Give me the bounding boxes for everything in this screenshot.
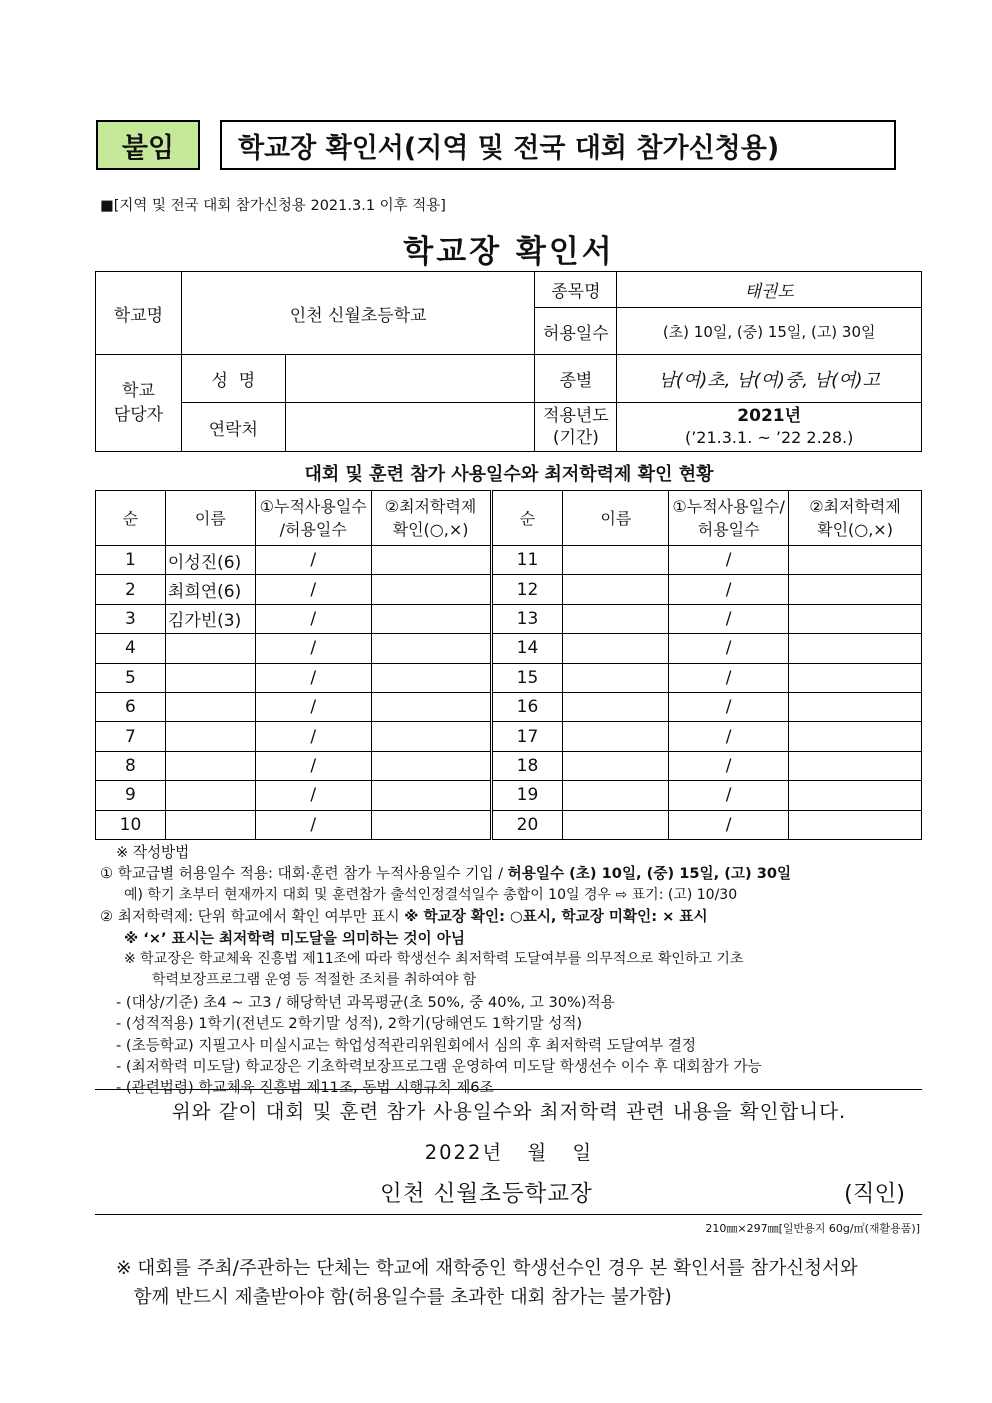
min-academic-check-cell[interactable] xyxy=(371,604,491,633)
days-used-cell[interactable]: / xyxy=(669,692,789,721)
min-academic-check-cell[interactable] xyxy=(789,722,922,751)
student-name[interactable] xyxy=(563,604,669,633)
allowed-days-value: (초) 10일, (중) 15일, (고) 30일 xyxy=(617,308,922,355)
min-academic-check-cell[interactable] xyxy=(789,546,922,575)
note-1-example: 예) 학기 초부터 현재까지 대회 및 훈련참가 출석인정결석일수 총합이 10일 경우 ⇨ 표기: (고) 10/30 xyxy=(124,886,738,903)
min-academic-check-cell[interactable] xyxy=(371,781,491,810)
contact-label: 연락처 xyxy=(181,403,285,452)
col-header-days-right: ①누적사용일수/ 허용일수 xyxy=(669,491,789,546)
table-row xyxy=(96,546,922,575)
table-row xyxy=(96,751,922,780)
student-name[interactable] xyxy=(165,751,255,780)
principal-name: 인천 신월초등학교장 xyxy=(380,1181,593,1207)
min-academic-check-cell[interactable] xyxy=(371,546,491,575)
row-number: 14 xyxy=(491,634,563,663)
row-number: 19 xyxy=(491,781,563,810)
min-academic-check-cell[interactable] xyxy=(371,663,491,692)
days-used-cell[interactable]: / xyxy=(255,781,371,810)
confirmation-statement: 위와 같이 대회 및 훈련 참가 사용일수와 최저학력 관련 내용을 확인합니다. xyxy=(171,1100,847,1123)
official-seal-label: (직인) xyxy=(844,1181,906,1207)
table-row xyxy=(96,663,922,692)
table-row xyxy=(96,692,922,721)
col-header-no-left: 순 xyxy=(96,491,166,546)
student-name[interactable] xyxy=(165,722,255,751)
table-row xyxy=(96,575,922,604)
divider xyxy=(95,1214,922,1215)
col-header-check-left: ②최저학력제 확인(○,×) xyxy=(371,491,491,546)
year-value: 2021년 xyxy=(737,406,802,426)
year-cell xyxy=(617,403,922,452)
row-number: 10 xyxy=(96,810,166,839)
table-row xyxy=(96,604,922,633)
student-name[interactable]: 이성진(6) xyxy=(165,546,255,575)
col-header-days-left: ①누적사용일수 /허용일수 xyxy=(255,491,371,546)
row-number: 3 xyxy=(96,604,166,633)
min-academic-check-cell[interactable] xyxy=(371,810,491,839)
note-2-x-meaning: ※ ‘×’ 표시는 최저학력 미도달을 의미하는 것이 아님 xyxy=(124,929,465,947)
row-number: 8 xyxy=(96,751,166,780)
note-2-principal-1: ※ 학교장은 학교체육 진흥법 제11조에 따라 학생선수 최저학력 도달여부를 의무적으로 확인하고 기초 xyxy=(124,951,744,968)
days-used-cell[interactable]: / xyxy=(255,722,371,751)
student-name[interactable] xyxy=(563,575,669,604)
row-number: 18 xyxy=(491,751,563,780)
table-row xyxy=(96,634,922,663)
note-1: ① 학교급별 허용일수 적용: 대회·훈련 참가 누적사용일수 기입 / 허용일수 (초) 10일, (중) 15일, (고) 30일 xyxy=(100,865,792,883)
min-academic-check-cell[interactable] xyxy=(789,751,922,780)
days-used-cell[interactable]: / xyxy=(255,634,371,663)
period-value: (’21.3.1. ~ ’22 2.28.) xyxy=(684,428,854,447)
days-used-cell[interactable]: / xyxy=(255,810,371,839)
days-used-cell[interactable]: / xyxy=(669,575,789,604)
min-academic-check-cell[interactable] xyxy=(371,575,491,604)
gender-value: 남(여)초, 남(여)중, 남(여)고 xyxy=(617,355,922,403)
school-name-label: 학교명 xyxy=(96,272,182,355)
row-number: 16 xyxy=(491,692,563,721)
days-used-cell[interactable]: / xyxy=(255,692,371,721)
min-academic-check-cell[interactable] xyxy=(789,692,922,721)
footnote-line-1: ※ 대회를 주최/주관하는 단체는 학교에 재학중인 학생선수인 경우 본 확인서를 참가신청서와 xyxy=(116,1258,858,1279)
student-name[interactable] xyxy=(165,781,255,810)
row-number: 9 xyxy=(96,781,166,810)
row-number: 20 xyxy=(491,810,563,839)
detail-4: - (최저학력 미도달) 학교장은 기초학력보장프로그램 운영하여 미도달 학생선수 이수 후 대회참가 가능 xyxy=(116,1058,762,1076)
notes-heading: ※ 작성방법 xyxy=(116,844,190,861)
min-academic-check-cell[interactable] xyxy=(371,722,491,751)
footnote-line-2: 함께 반드시 제출받아야 함(허용일수를 초과한 대회 참가는 불가함) xyxy=(116,1287,672,1308)
row-number: 15 xyxy=(491,663,563,692)
school-info-table xyxy=(95,271,922,452)
min-academic-check-cell[interactable] xyxy=(371,751,491,780)
row-number: 7 xyxy=(96,722,166,751)
detail-5: - (관련법령) 학교체육 진흥법 제11조, 동법 시행규칙 제6조 xyxy=(116,1079,494,1097)
col-header-name-left: 이름 xyxy=(165,491,255,546)
col-header-no-right: 순 xyxy=(491,491,563,546)
table-row xyxy=(96,810,922,839)
detail-1: - (대상/기준) 초4 ~ 고3 / 해당학년 과목평균(초 50%, 중 40%, 고 30%)적용 xyxy=(116,993,615,1011)
year-label: 적용년도 (기간) xyxy=(535,403,617,452)
days-used-cell[interactable]: / xyxy=(669,810,789,839)
student-name[interactable]: 김가빈(3) xyxy=(165,604,255,633)
days-used-cell[interactable]: / xyxy=(669,751,789,780)
student-name[interactable]: 최희연(6) xyxy=(165,575,255,604)
allowed-days-label: 허용일수 xyxy=(535,308,617,355)
date-line: 2022년 월 일 xyxy=(424,1141,594,1164)
days-used-cell[interactable]: / xyxy=(669,663,789,692)
student-name[interactable] xyxy=(165,692,255,721)
form-title: 학교장 확인서(지역 및 전국 대회 참가신청용) xyxy=(220,120,896,170)
row-number: 2 xyxy=(96,575,166,604)
row-number: 13 xyxy=(491,604,563,633)
note-2-principal-2: 학력보장프로그램 운영 등 적절한 조치를 취하여야 함 xyxy=(152,972,477,989)
event-label: 종목명 xyxy=(535,272,617,308)
table-row xyxy=(96,722,922,751)
min-academic-check-cell[interactable] xyxy=(371,634,491,663)
row-number: 12 xyxy=(491,575,563,604)
min-academic-check-cell[interactable] xyxy=(371,692,491,721)
school-name-value: 인천 신월초등학교 xyxy=(181,272,535,355)
event-value: 태권도 xyxy=(617,272,922,308)
days-used-cell[interactable]: / xyxy=(255,751,371,780)
col-header-name-right: 이름 xyxy=(563,491,669,546)
roster-title: 대회 및 훈련 참가 사용일수와 최저학력제 확인 현황 xyxy=(304,464,714,485)
row-number: 4 xyxy=(96,634,166,663)
min-academic-check-cell[interactable] xyxy=(789,663,922,692)
table-row xyxy=(96,781,922,810)
student-name[interactable] xyxy=(563,663,669,692)
col-header-check-right: ②최저학력제 확인(○,×) xyxy=(789,491,922,546)
note-2: ② 최저학력제: 단위 학교에서 확인 여부만 표시 ※ 학교장 확인: ○표시, 학교장 미확인: × 표시 xyxy=(100,908,708,926)
student-name[interactable] xyxy=(165,810,255,839)
row-number: 5 xyxy=(96,663,166,692)
manager-label: 학교 담당자 xyxy=(96,355,182,452)
student-name[interactable] xyxy=(563,751,669,780)
row-number: 11 xyxy=(491,546,563,575)
row-number: 1 xyxy=(96,546,166,575)
student-name[interactable] xyxy=(563,781,669,810)
min-academic-check-cell[interactable] xyxy=(789,634,922,663)
apply-note: ■[지역 및 전국 대회 참가신청용 2021.3.1 이후 적용] xyxy=(100,198,446,214)
days-used-cell[interactable]: / xyxy=(255,604,371,633)
student-name[interactable] xyxy=(563,634,669,663)
days-used-cell[interactable]: / xyxy=(255,575,371,604)
document-title: 학교장 확인서 xyxy=(403,234,615,270)
days-used-cell[interactable]: / xyxy=(669,604,789,633)
days-used-cell[interactable]: / xyxy=(669,722,789,751)
min-academic-check-cell[interactable] xyxy=(789,810,922,839)
footnote xyxy=(116,1254,916,1312)
detail-2: - (성적적용) 1학기(전년도 2학기말 성적), 2학기(당해연도 1학기말 성적) xyxy=(116,1015,583,1033)
days-used-cell[interactable]: / xyxy=(255,663,371,692)
min-academic-check-cell[interactable] xyxy=(789,575,922,604)
min-academic-check-cell[interactable] xyxy=(789,781,922,810)
roster-table xyxy=(95,490,922,840)
days-used-cell[interactable]: / xyxy=(669,634,789,663)
student-name[interactable] xyxy=(563,722,669,751)
student-name[interactable] xyxy=(165,634,255,663)
gender-label: 종별 xyxy=(535,355,617,403)
attachment-tag: 붙임 xyxy=(96,120,200,170)
instructions xyxy=(100,842,925,1099)
contact-value[interactable] xyxy=(285,403,535,452)
row-number: 17 xyxy=(491,722,563,751)
student-name[interactable] xyxy=(165,663,255,692)
days-used-cell[interactable]: / xyxy=(669,781,789,810)
student-name[interactable] xyxy=(563,546,669,575)
divider xyxy=(95,1089,922,1090)
min-academic-check-cell[interactable] xyxy=(789,604,922,633)
row-number: 6 xyxy=(96,692,166,721)
manager-name-label: 성 명 xyxy=(181,355,285,403)
paper-spec: 210㎜×297㎜[일반용지 60g/㎡(재활용품)] xyxy=(705,1222,920,1235)
student-name[interactable] xyxy=(563,810,669,839)
student-name[interactable] xyxy=(563,692,669,721)
detail-3: - (초등학교) 지필고사 미실시교는 학업성적관리위원회에서 심의 후 최저학력 도달여부 결정 xyxy=(116,1036,697,1054)
days-used-cell[interactable]: / xyxy=(255,546,371,575)
manager-name-value[interactable] xyxy=(285,355,535,403)
days-used-cell[interactable]: / xyxy=(669,546,789,575)
